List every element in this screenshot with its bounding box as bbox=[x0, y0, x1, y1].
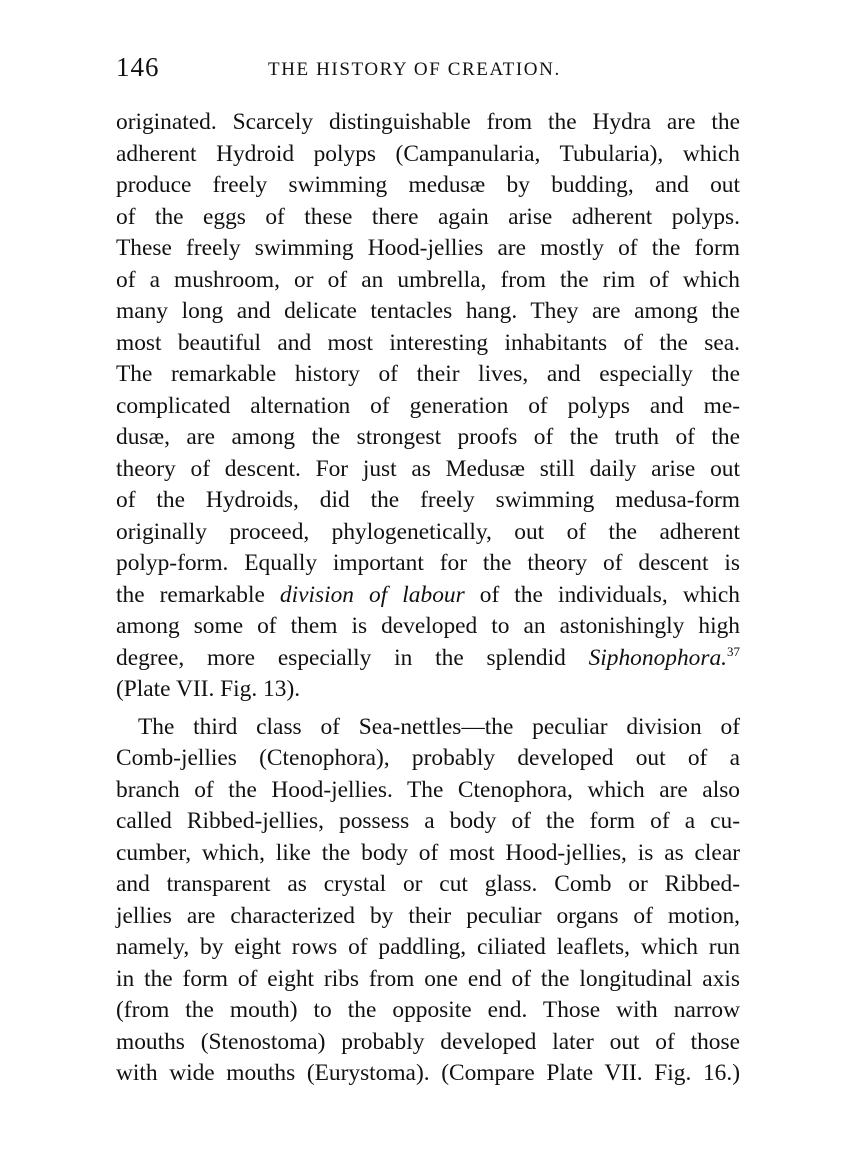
text-run: of the individuals, which bbox=[464, 581, 740, 608]
footnote-marker: 37 bbox=[727, 643, 740, 659]
text-line: namely, by eight rows of paddling, ciliated leaflets, which run bbox=[116, 934, 740, 960]
italic-term: Siphonophora. bbox=[588, 644, 727, 671]
text-line bbox=[116, 643, 740, 675]
text-line: with wide mouths (Eurystoma). (Compare Plate VII. Fig. 16.) bbox=[116, 1060, 740, 1086]
body-text bbox=[116, 107, 740, 1090]
text-line: mouths (Stenostoma) probably developed later out of those bbox=[116, 1028, 740, 1055]
paragraph bbox=[116, 712, 740, 1090]
text-line: (from the mouth) to the opposite end. Those with narrow bbox=[116, 997, 740, 1023]
paragraph bbox=[116, 107, 740, 706]
text-line: cumber, which, like the body of most Hood-jellies, is as clear bbox=[116, 839, 740, 866]
text-line: (Plate VII. Fig. 13). bbox=[116, 676, 301, 702]
text-line: in the form of eight ribs from one end of the longitudinal axis bbox=[116, 965, 740, 992]
text-line: These freely swimming Hood-jellies are mostly of the form bbox=[116, 235, 740, 261]
text-line: of the eggs of these there again arise adherent polyps. bbox=[116, 203, 740, 230]
text-line: Comb-jellies (Ctenophora), probably developed out of a bbox=[116, 745, 740, 771]
text-line: and transparent as crystal or cut glass. Comb or Ribbed- bbox=[116, 871, 740, 897]
text-line: The third class of Sea-nettles—the peculiar division of bbox=[138, 713, 740, 740]
text-run: degree, more especially in the splendid bbox=[116, 644, 589, 671]
text-line: called Ribbed-jellies, possess a body of the form of a cu- bbox=[116, 808, 740, 834]
text-line: polyp-form. Equally important for the theory of descent is bbox=[116, 550, 740, 576]
page-number: 146 bbox=[116, 52, 160, 82]
text-line: dusæ, are among the strongest proofs of the truth of the bbox=[116, 424, 740, 450]
text-line: branch of the Hood-jellies. The Ctenophora, which are also bbox=[116, 776, 740, 803]
italic-phrase: division of labour bbox=[279, 581, 465, 608]
text-line: among some of them is developed to an astonishingly high bbox=[116, 613, 740, 639]
page-header bbox=[116, 52, 740, 92]
text-line: The remarkable history of their lives, and especially the bbox=[116, 361, 740, 387]
text-line: many long and delicate tentacles hang. They are among the bbox=[116, 298, 740, 324]
text-line: adherent Hydroid polyps (Campanularia, Tubularia), which bbox=[116, 140, 740, 167]
text-line: originally proceed, phylogenetically, out of the adherent bbox=[116, 518, 740, 545]
text-line: originated. Scarcely distinguishable from the Hydra are the bbox=[116, 109, 740, 135]
text-line: produce freely swimming medusæ by budding, and out bbox=[116, 172, 740, 198]
text-line: most beautiful and most interesting inhabitants of the sea. bbox=[116, 329, 740, 356]
text-line: jellies are characterized by their peculiar organs of motion, bbox=[116, 902, 740, 929]
running-title: THE HISTORY OF CREATION. bbox=[268, 59, 561, 80]
text-line: complicated alternation of generation of polyps and me- bbox=[116, 392, 740, 419]
text-run: the remarkable bbox=[116, 581, 280, 608]
text-line: of the Hydroids, did the freely swimming medusa-form bbox=[116, 487, 740, 513]
text-line bbox=[116, 580, 740, 612]
text-line: theory of descent. For just as Medusæ still daily arise out bbox=[116, 455, 740, 482]
text-line: of a mushroom, or of an umbrella, from the rim of which bbox=[116, 266, 740, 293]
